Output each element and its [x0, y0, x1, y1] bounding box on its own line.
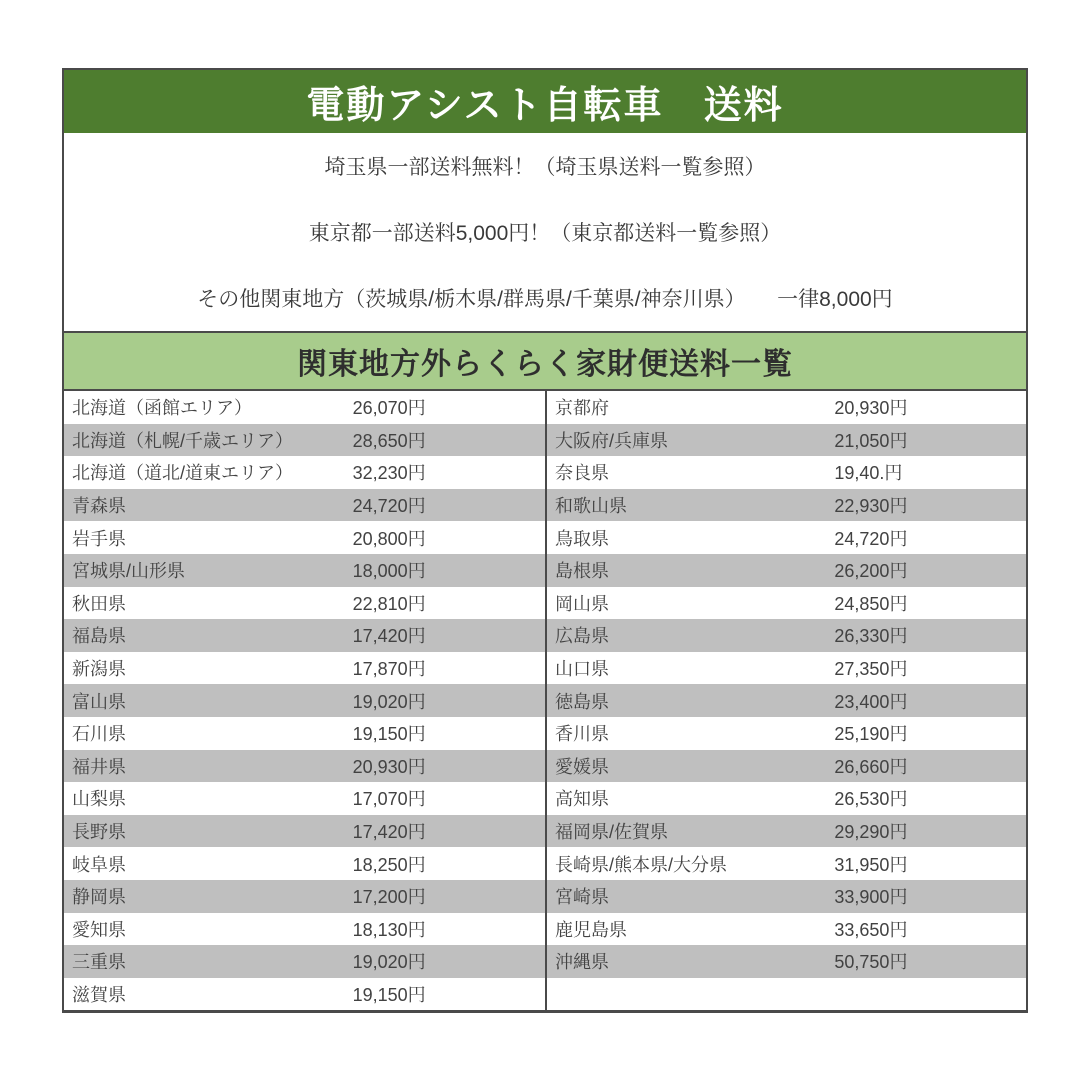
table-row [64, 717, 545, 750]
price-cell: 19,020円 [352, 691, 426, 712]
price-cell: 19,150円 [352, 724, 426, 745]
region-cell: 秋田県 [72, 593, 126, 614]
fee-table [64, 391, 1026, 1010]
price-cell: 26,660円 [834, 756, 908, 777]
price-cell: 19,020円 [352, 952, 426, 973]
notice-section [64, 133, 1026, 331]
notice-saitama: 埼玉県一部送料無料！（埼玉県送料一覧参照） [324, 156, 766, 179]
price-cell: 19,40.円 [834, 463, 903, 484]
price-cell: 17,420円 [352, 822, 426, 843]
region-cell: 静岡県 [72, 887, 126, 908]
region-cell: 奈良県 [555, 463, 609, 484]
table-row [64, 978, 545, 1011]
table-row [64, 489, 545, 522]
region-cell: 京都府 [555, 398, 609, 419]
table-row [64, 424, 545, 457]
region-cell: 香川県 [555, 724, 609, 745]
region-cell: 宮崎県 [555, 887, 609, 908]
region-cell: 滋賀県 [72, 984, 126, 1005]
region-cell: 沖縄県 [555, 952, 609, 973]
region-cell: 北海道（道北/道東エリア） [72, 463, 293, 484]
region-cell: 岐阜県 [72, 854, 126, 875]
notice-tokyo: 東京都一部送料5,000円！（東京都送料一覧参照） [308, 222, 782, 245]
price-cell: 33,650円 [834, 919, 908, 940]
region-cell: 鹿児島県 [555, 919, 627, 940]
table-row [547, 782, 1026, 815]
region-cell: 福島県 [72, 626, 126, 647]
price-cell: 29,290円 [834, 822, 908, 843]
price-cell: 33,900円 [834, 887, 908, 908]
table-row [64, 391, 545, 424]
price-cell: 20,930円 [834, 398, 908, 419]
table-row [547, 880, 1026, 913]
price-cell: 23,400円 [834, 691, 908, 712]
price-cell: 26,070円 [352, 398, 426, 419]
price-cell: 25,190円 [834, 724, 908, 745]
table-row [547, 489, 1026, 522]
price-cell: 17,420円 [352, 626, 426, 647]
table-row [547, 847, 1026, 880]
table-row [64, 554, 545, 587]
price-cell: 24,850円 [834, 593, 908, 614]
region-cell: 富山県 [72, 691, 126, 712]
table-row [64, 456, 545, 489]
table-row [64, 521, 545, 554]
price-cell: 20,930円 [352, 756, 426, 777]
price-cell: 27,350円 [834, 659, 908, 680]
region-cell: 広島県 [555, 626, 609, 647]
region-cell: 山口県 [555, 659, 609, 680]
price-cell: 24,720円 [834, 528, 908, 549]
table-row [547, 978, 1026, 1011]
table-row [547, 521, 1026, 554]
table-row [547, 652, 1026, 685]
region-cell: 三重県 [72, 952, 126, 973]
table-title-banner [64, 331, 1026, 391]
price-cell: 18,250円 [352, 854, 426, 875]
fee-table-left-column [64, 391, 545, 1010]
region-cell: 北海道（函館エリア） [72, 398, 252, 419]
table-row [547, 750, 1026, 783]
table-row [547, 587, 1026, 620]
table-row [64, 652, 545, 685]
table-row [547, 945, 1026, 978]
price-cell: 26,530円 [834, 789, 908, 810]
price-cell: 22,930円 [834, 496, 908, 517]
region-cell: 福岡県/佐賀県 [555, 822, 669, 843]
table-row [547, 913, 1026, 946]
table-row [547, 717, 1026, 750]
price-cell: 19,150円 [352, 984, 426, 1005]
region-cell: 和歌山県 [555, 496, 627, 517]
table-row [64, 619, 545, 652]
region-cell: 高知県 [555, 789, 609, 810]
region-cell: 福井県 [72, 756, 126, 777]
table-row [64, 815, 545, 848]
price-cell: 18,130円 [352, 919, 426, 940]
table-row [547, 456, 1026, 489]
table-title: 関東地方外らくらく家財便送料一覧 [297, 348, 793, 381]
price-cell: 26,200円 [834, 561, 908, 582]
price-cell: 17,200円 [352, 887, 426, 908]
table-row [547, 424, 1026, 457]
table-row [547, 391, 1026, 424]
region-cell: 鳥取県 [555, 528, 609, 549]
table-row [64, 782, 545, 815]
title-banner [64, 70, 1026, 133]
table-row [64, 847, 545, 880]
table-row [547, 619, 1026, 652]
price-cell: 26,330円 [834, 626, 908, 647]
price-cell: 32,230円 [352, 463, 426, 484]
region-cell: 新潟県 [72, 659, 126, 680]
table-row [64, 880, 545, 913]
table-row [64, 750, 545, 783]
price-cell: 17,070円 [352, 789, 426, 810]
region-cell: 北海道（札幌/千歳エリア） [72, 430, 293, 451]
table-row [547, 815, 1026, 848]
price-cell: 28,650円 [352, 430, 426, 451]
region-cell: 徳島県 [555, 691, 609, 712]
page-title: 電動アシスト自転車 送料 [306, 85, 784, 127]
table-row [547, 684, 1026, 717]
price-cell: 21,050円 [834, 430, 908, 451]
region-cell: 宮城県/山形県 [72, 561, 186, 582]
notice-other-kanto: その他関東地方（茨城県/栃木県/群馬県/千葉県/神奈川県） 一律8,000円 [197, 288, 893, 311]
table-row [64, 945, 545, 978]
table-row [547, 554, 1026, 587]
region-cell: 山梨県 [72, 789, 126, 810]
price-cell: 31,950円 [834, 854, 908, 875]
price-cell: 17,870円 [352, 659, 426, 680]
region-cell: 長野県 [72, 822, 126, 843]
region-cell: 愛媛県 [555, 756, 609, 777]
price-cell: 50,750円 [834, 952, 908, 973]
region-cell: 島根県 [555, 561, 609, 582]
region-cell: 長崎県/熊本県/大分県 [555, 854, 728, 875]
table-row [64, 684, 545, 717]
region-cell: 岡山県 [555, 593, 609, 614]
price-cell: 20,800円 [352, 528, 426, 549]
price-cell: 22,810円 [352, 593, 426, 614]
shipping-fee-sheet [62, 68, 1028, 1013]
region-cell: 岩手県 [72, 528, 126, 549]
fee-table-right-column [545, 391, 1026, 1010]
table-row [64, 913, 545, 946]
price-cell: 18,000円 [352, 561, 426, 582]
price-cell: 24,720円 [352, 496, 426, 517]
region-cell: 大阪府/兵庫県 [555, 430, 669, 451]
region-cell: 愛知県 [72, 919, 126, 940]
region-cell: 青森県 [72, 496, 126, 517]
table-row [64, 587, 545, 620]
region-cell: 石川県 [72, 724, 126, 745]
